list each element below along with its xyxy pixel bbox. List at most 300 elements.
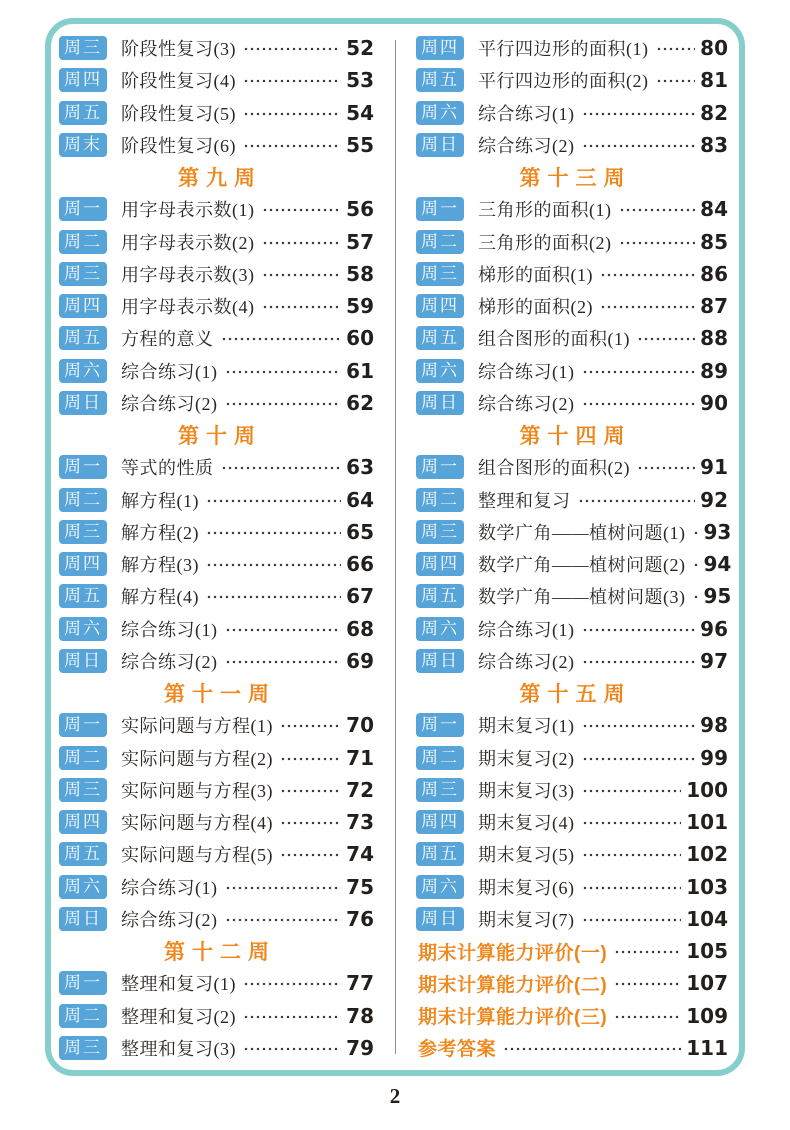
toc-entry-row — [416, 226, 728, 258]
special-entry-title: 期末计算能力评价(三) — [418, 1007, 608, 1029]
toc-entry-row — [416, 64, 728, 96]
entry-title: 阶段性复习(3) — [121, 39, 236, 60]
toc-entry-row — [416, 290, 728, 322]
entry-page-number: 96 — [700, 616, 728, 641]
dot-leader — [225, 401, 342, 407]
toc-column-right — [395, 32, 739, 1064]
toc-column-left — [51, 32, 395, 1064]
toc-entry-row — [59, 387, 374, 419]
entry-page-number: 62 — [346, 390, 374, 415]
weekday-badge: 周五 — [59, 101, 107, 125]
weekday-badge: 周六 — [59, 875, 107, 899]
entry-page-number: 111 — [686, 1035, 728, 1060]
toc-special-row — [416, 1000, 728, 1032]
weekday-badge: 周二 — [416, 746, 464, 770]
toc-entry-row — [59, 645, 374, 677]
entry-title: 组合图形的面积(2) — [478, 458, 630, 479]
entry-title: 实际问题与方程(3) — [121, 780, 273, 801]
entry-title: 数学广角——植树问题(1) — [478, 522, 686, 543]
entry-title: 解方程(2) — [121, 522, 199, 543]
toc-entry-row — [59, 355, 374, 387]
weekday-badge: 周五 — [59, 584, 107, 608]
entry-title: 整理和复习(3) — [121, 1038, 236, 1059]
entry-title: 实际问题与方程(5) — [121, 845, 273, 866]
toc-entry-row — [416, 548, 732, 580]
entry-page-number: 75 — [346, 874, 374, 899]
entry-title: 解方程(1) — [121, 490, 199, 511]
toc-entry-row — [416, 806, 728, 838]
dot-leader — [262, 304, 342, 310]
entry-title: 用字母表示数(1) — [121, 200, 255, 221]
entry-page-number: 54 — [346, 100, 374, 125]
dot-leader — [693, 594, 699, 600]
weekday-badge: 周一 — [416, 197, 464, 221]
dot-leader — [503, 1046, 681, 1052]
dot-leader — [582, 627, 696, 633]
toc-entry-row — [416, 516, 732, 548]
entry-title: 解方程(3) — [121, 555, 199, 576]
entry-title: 三角形的面积(2) — [478, 232, 612, 253]
entry-page-number: 58 — [346, 261, 374, 286]
entry-title: 实际问题与方程(2) — [121, 748, 273, 769]
column-divider-line — [395, 40, 396, 1054]
dot-leader — [225, 627, 342, 633]
entry-page-number: 88 — [700, 326, 728, 351]
entry-title: 方程的意义 — [121, 329, 214, 350]
toc-entry-row — [59, 129, 374, 161]
entry-page-number: 68 — [346, 616, 374, 641]
dot-leader — [243, 981, 341, 987]
weekday-badge: 周三 — [416, 262, 464, 286]
weekday-badge: 周日 — [59, 391, 107, 415]
weekday-badge: 周末 — [59, 133, 107, 157]
entry-page-number: 102 — [686, 842, 728, 867]
entry-page-number: 61 — [346, 358, 374, 383]
dot-leader — [225, 369, 342, 375]
toc-entry-row — [416, 580, 732, 612]
weekday-badge: 周四 — [59, 810, 107, 834]
week-section-title: 第十一周 — [164, 683, 276, 707]
entry-page-number: 97 — [700, 648, 728, 673]
weekday-badge: 周五 — [416, 326, 464, 350]
entry-title: 综合练习(1) — [478, 361, 575, 382]
weekday-badge: 周五 — [59, 326, 107, 350]
toc-entry-row — [59, 516, 374, 548]
toc-entry-row — [59, 193, 374, 225]
dot-leader — [582, 885, 682, 891]
toc-entry-row — [416, 258, 728, 290]
entry-page-number: 99 — [700, 745, 728, 770]
entry-title: 整理和复习 — [478, 490, 571, 511]
weekday-badge: 周二 — [59, 488, 107, 512]
weekday-badge: 周四 — [416, 294, 464, 318]
weekday-badge: 周日 — [416, 907, 464, 931]
entry-page-number: 98 — [700, 713, 728, 738]
weekday-badge: 周三 — [59, 1036, 107, 1060]
toc-entry-row — [416, 709, 728, 741]
weekday-badge: 周日 — [416, 649, 464, 673]
dot-leader — [614, 1014, 681, 1020]
entry-title: 综合练习(1) — [121, 361, 218, 382]
week-section-header-row — [59, 677, 374, 709]
toc-entry-row — [416, 903, 728, 935]
dot-leader — [262, 207, 342, 213]
entry-title: 梯形的面积(2) — [478, 297, 593, 318]
entry-title: 数学广角——植树问题(3) — [478, 587, 686, 608]
weekday-badge: 周三 — [59, 520, 107, 544]
entry-page-number: 78 — [346, 1003, 374, 1028]
entry-title: 阶段性复习(4) — [121, 71, 236, 92]
dot-leader — [656, 46, 696, 52]
weekday-badge: 周日 — [416, 391, 464, 415]
weekday-badge: 周四 — [59, 294, 107, 318]
weekday-badge: 周二 — [59, 230, 107, 254]
dot-leader — [243, 1014, 341, 1020]
dot-leader — [582, 401, 696, 407]
toc-entry-row — [59, 967, 374, 999]
week-section-title: 第十五周 — [519, 683, 632, 707]
weekday-badge: 周日 — [416, 133, 464, 157]
entry-page-number: 79 — [346, 1035, 374, 1060]
entry-page-number: 70 — [346, 713, 374, 738]
dot-leader — [225, 659, 342, 665]
week-section-header-row — [59, 935, 374, 967]
week-section-header-row — [59, 419, 374, 451]
dot-leader — [582, 111, 696, 117]
toc-entry-row — [416, 451, 728, 483]
toc-entry-row — [416, 742, 728, 774]
dot-leader — [582, 369, 696, 375]
entry-page-number: 81 — [700, 68, 728, 93]
dot-leader — [693, 562, 699, 568]
entry-page-number: 66 — [346, 552, 374, 577]
toc-entry-row — [59, 322, 374, 354]
entry-title: 平行四边形的面积(1) — [478, 39, 649, 60]
entry-title: 综合练习(2) — [478, 135, 575, 156]
dot-leader — [280, 788, 341, 794]
book-page-number: 2 — [389, 1084, 401, 1108]
entry-title: 三角形的面积(1) — [478, 200, 612, 221]
toc-entry-row — [416, 97, 728, 129]
weekday-badge: 周四 — [416, 552, 464, 576]
dot-leader — [206, 562, 341, 568]
weekday-badge: 周二 — [416, 230, 464, 254]
special-entry-title: 期末计算能力评价(一) — [418, 942, 608, 964]
entry-page-number: 76 — [346, 906, 374, 931]
toc-entry-row — [59, 484, 374, 516]
entry-title: 综合练习(2) — [121, 393, 218, 414]
toc-entry-row — [416, 613, 728, 645]
entry-page-number: 56 — [346, 197, 374, 222]
weekday-badge: 周五 — [416, 584, 464, 608]
toc-special-row — [416, 935, 728, 967]
entry-page-number: 109 — [686, 1003, 728, 1028]
dot-leader — [656, 78, 696, 84]
toc-entry-row — [416, 129, 728, 161]
toc-entry-row — [416, 387, 728, 419]
entry-title: 等式的性质 — [121, 458, 214, 479]
dot-leader — [280, 723, 341, 729]
entry-page-number: 82 — [700, 100, 728, 125]
dot-leader — [221, 336, 342, 342]
entry-page-number: 69 — [346, 648, 374, 673]
weekday-badge: 周一 — [59, 455, 107, 479]
toc-entry-row — [416, 774, 728, 806]
dot-leader — [280, 820, 341, 826]
toc-entry-row — [59, 548, 374, 580]
toc-entry-row — [416, 322, 728, 354]
entry-title: 期末复习(2) — [478, 748, 575, 769]
toc-page-frame — [45, 18, 745, 1076]
weekday-badge: 周一 — [59, 197, 107, 221]
entry-title: 综合练习(2) — [121, 909, 218, 930]
dot-leader — [582, 852, 682, 858]
entry-page-number: 87 — [700, 294, 728, 319]
weekday-badge: 周二 — [59, 1004, 107, 1028]
toc-special-row — [416, 1032, 728, 1064]
entry-title: 综合练习(2) — [121, 651, 218, 672]
entry-page-number: 67 — [346, 584, 374, 609]
toc-entry-row — [59, 580, 374, 612]
entry-title: 梯形的面积(1) — [478, 264, 593, 285]
dot-leader — [225, 917, 342, 923]
entry-page-number: 89 — [700, 358, 728, 383]
entry-page-number: 52 — [346, 36, 374, 61]
entry-page-number: 59 — [346, 294, 374, 319]
dot-leader — [619, 207, 696, 213]
dot-leader — [280, 852, 341, 858]
weekday-badge: 周一 — [59, 713, 107, 737]
entry-page-number: 105 — [686, 939, 728, 964]
dot-leader — [693, 530, 699, 536]
weekday-badge: 周三 — [416, 520, 464, 544]
weekday-badge: 周六 — [416, 101, 464, 125]
entry-title: 阶段性复习(5) — [121, 103, 236, 124]
dot-leader — [221, 465, 342, 471]
entry-page-number: 84 — [700, 197, 728, 222]
entry-page-number: 107 — [686, 971, 728, 996]
entry-page-number: 55 — [346, 132, 374, 157]
weekday-badge: 周二 — [59, 746, 107, 770]
entry-title: 综合练习(1) — [478, 619, 575, 640]
entry-title: 期末复习(4) — [478, 813, 575, 834]
toc-entry-row — [59, 451, 374, 483]
toc-entry-row — [416, 355, 728, 387]
special-entry-title: 参考答案 — [418, 1039, 497, 1061]
week-section-title: 第十四周 — [519, 425, 632, 449]
entry-page-number: 94 — [703, 552, 732, 577]
entry-title: 用字母表示数(3) — [121, 264, 255, 285]
toc-entry-row — [416, 645, 728, 677]
toc-entry-row — [59, 1000, 374, 1032]
entry-page-number: 65 — [346, 519, 374, 544]
weekday-badge: 周四 — [416, 810, 464, 834]
entry-title: 实际问题与方程(4) — [121, 813, 273, 834]
entry-title: 解方程(4) — [121, 587, 199, 608]
entry-title: 平行四边形的面积(2) — [478, 71, 649, 92]
week-section-header-row — [416, 677, 728, 709]
dot-leader — [637, 336, 695, 342]
toc-entry-row — [416, 871, 728, 903]
entry-page-number: 83 — [700, 132, 728, 157]
entry-title: 期末复习(7) — [478, 909, 575, 930]
entry-page-number: 101 — [686, 810, 728, 835]
dot-leader — [243, 1046, 341, 1052]
weekday-badge: 周六 — [59, 359, 107, 383]
entry-title: 用字母表示数(2) — [121, 232, 255, 253]
weekday-badge: 周四 — [416, 36, 464, 60]
weekday-badge: 周四 — [59, 552, 107, 576]
toc-entry-row — [416, 838, 728, 870]
toc-special-row — [416, 967, 728, 999]
entry-page-number: 104 — [686, 906, 728, 931]
toc-entry-row — [416, 32, 728, 64]
weekday-badge: 周二 — [416, 488, 464, 512]
weekday-badge: 周六 — [416, 617, 464, 641]
week-section-title: 第九周 — [178, 167, 262, 191]
entry-title: 组合图形的面积(1) — [478, 329, 630, 350]
toc-entry-row — [59, 742, 374, 774]
entry-title: 综合练习(1) — [478, 103, 575, 124]
entry-page-number: 90 — [700, 390, 728, 415]
toc-entry-row — [59, 290, 374, 322]
weekday-badge: 周四 — [59, 68, 107, 92]
entry-page-number: 73 — [346, 810, 374, 835]
dot-leader — [582, 659, 696, 665]
dot-leader — [582, 723, 696, 729]
entry-page-number: 57 — [346, 229, 374, 254]
toc-entry-row — [59, 64, 374, 96]
toc-entry-row — [416, 193, 728, 225]
weekday-badge: 周三 — [59, 778, 107, 802]
weekday-badge: 周一 — [59, 971, 107, 995]
entry-title: 期末复习(5) — [478, 845, 575, 866]
entry-title: 实际问题与方程(1) — [121, 716, 273, 737]
entry-title: 阶段性复习(6) — [121, 135, 236, 156]
dot-leader — [262, 240, 342, 246]
dot-leader — [600, 304, 695, 310]
dot-leader — [582, 143, 696, 149]
dot-leader — [614, 949, 681, 955]
dot-leader — [206, 594, 341, 600]
toc-entry-row — [59, 774, 374, 806]
entry-page-number: 91 — [700, 455, 728, 480]
dot-leader — [225, 885, 342, 891]
entry-page-number: 60 — [346, 326, 374, 351]
toc-entry-row — [59, 97, 374, 129]
toc-entry-row — [59, 838, 374, 870]
entry-title: 整理和复习(2) — [121, 1006, 236, 1027]
entry-page-number: 64 — [346, 487, 374, 512]
entry-page-number: 85 — [700, 229, 728, 254]
weekday-badge: 周一 — [416, 713, 464, 737]
week-section-header-row — [59, 161, 374, 193]
entry-page-number: 53 — [346, 68, 374, 93]
weekday-badge: 周六 — [416, 875, 464, 899]
entry-page-number: 80 — [700, 36, 728, 61]
weekday-badge: 周五 — [416, 68, 464, 92]
entry-page-number: 72 — [346, 777, 374, 802]
toc-entry-row — [59, 32, 374, 64]
dot-leader — [637, 465, 695, 471]
toc-entry-row — [59, 903, 374, 935]
entry-page-number: 95 — [703, 584, 732, 609]
weekday-badge: 周三 — [416, 778, 464, 802]
weekday-badge: 周六 — [59, 617, 107, 641]
entry-page-number: 92 — [700, 487, 728, 512]
week-section-title: 第十周 — [178, 425, 262, 449]
weekday-badge: 周三 — [59, 262, 107, 286]
weekday-badge: 周日 — [59, 649, 107, 673]
toc-entry-row — [416, 484, 728, 516]
entry-title: 数学广角——植树问题(2) — [478, 555, 686, 576]
entry-title: 综合练习(2) — [478, 393, 575, 414]
special-entry-title: 期末计算能力评价(二) — [418, 974, 608, 996]
entry-title: 用字母表示数(4) — [121, 297, 255, 318]
dot-leader — [243, 111, 341, 117]
dot-leader — [582, 788, 682, 794]
dot-leader — [578, 498, 696, 504]
entry-title: 期末复习(3) — [478, 780, 575, 801]
dot-leader — [280, 756, 341, 762]
toc-entry-row — [59, 871, 374, 903]
dot-leader — [206, 498, 341, 504]
dot-leader — [619, 240, 696, 246]
entry-page-number: 100 — [686, 777, 728, 802]
toc-entry-row — [59, 1032, 374, 1064]
weekday-badge: 周六 — [416, 359, 464, 383]
toc-entry-row — [59, 806, 374, 838]
dot-leader — [600, 272, 695, 278]
dot-leader — [243, 78, 341, 84]
dot-leader — [582, 917, 682, 923]
entry-title: 整理和复习(1) — [121, 974, 236, 995]
weekday-badge: 周五 — [59, 842, 107, 866]
weekday-badge: 周日 — [59, 907, 107, 931]
entry-page-number: 93 — [703, 519, 732, 544]
entry-page-number: 71 — [346, 745, 374, 770]
entry-title: 综合练习(1) — [121, 619, 218, 640]
dot-leader — [262, 272, 342, 278]
week-section-title: 第十三周 — [519, 167, 632, 191]
entry-page-number: 74 — [346, 842, 374, 867]
entry-title: 期末复习(1) — [478, 716, 575, 737]
entry-title: 期末复习(6) — [478, 877, 575, 898]
week-section-header-row — [416, 419, 728, 451]
entry-page-number: 77 — [346, 971, 374, 996]
entry-page-number: 86 — [700, 261, 728, 286]
dot-leader — [243, 46, 341, 52]
weekday-badge: 周一 — [416, 455, 464, 479]
weekday-badge: 周三 — [59, 36, 107, 60]
dot-leader — [582, 756, 696, 762]
week-section-header-row — [416, 161, 728, 193]
entry-page-number: 63 — [346, 455, 374, 480]
dot-leader — [614, 981, 681, 987]
toc-entry-row — [59, 709, 374, 741]
dot-leader — [582, 820, 682, 826]
week-section-title: 第十二周 — [164, 941, 276, 965]
dot-leader — [206, 530, 341, 536]
entry-title: 综合练习(1) — [121, 877, 218, 898]
toc-entry-row — [59, 258, 374, 290]
weekday-badge: 周五 — [416, 842, 464, 866]
entry-title: 综合练习(2) — [478, 651, 575, 672]
entry-page-number: 103 — [686, 874, 728, 899]
toc-entry-row — [59, 226, 374, 258]
dot-leader — [243, 143, 341, 149]
toc-entry-row — [59, 613, 374, 645]
